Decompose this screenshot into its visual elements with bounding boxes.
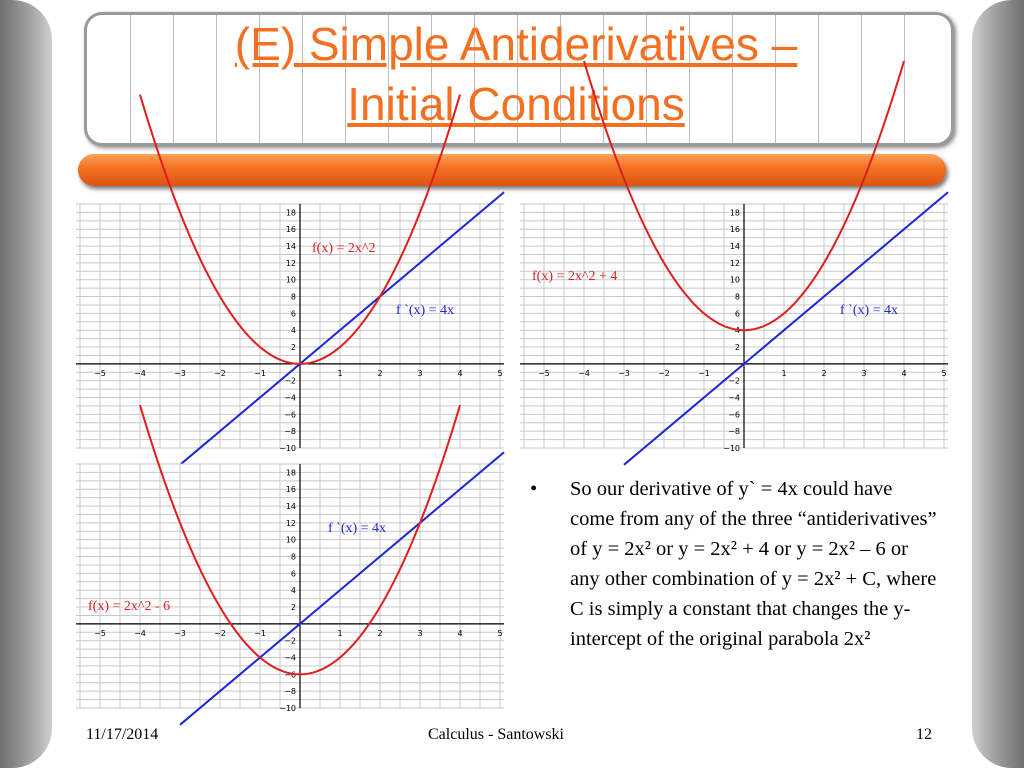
y-tick-label: 8 <box>734 292 740 302</box>
y-tick-label: −8 <box>284 687 296 697</box>
y-tick-label: −8 <box>284 427 296 437</box>
x-tick-label: 2 <box>821 368 827 378</box>
x-tick-label: 1 <box>337 368 343 378</box>
footer-page-number: 12 <box>916 726 932 743</box>
y-tick-label: 2 <box>734 343 740 353</box>
right-decorative-panel <box>972 0 1024 768</box>
line-label: f `(x) = 4x <box>840 303 899 318</box>
derivative-line <box>624 192 948 465</box>
bullet-text: So our derivative of y` = 4x could have come from any of the three “antiderivatives” of y = 2x² or y = 2x² + 4 or y = 2x² – 6 or any other combination of y = 2x² + C, where C is simply a constant that changes the y-intercept of the original parabola 2x² <box>570 478 937 650</box>
x-tick-label: −1 <box>254 628 266 638</box>
y-tick-label: 10 <box>729 275 740 285</box>
x-tick-label: 5 <box>941 368 947 378</box>
y-tick-label: 16 <box>285 485 296 495</box>
x-tick-label: 1 <box>781 368 787 378</box>
y-tick-label: 14 <box>285 242 296 252</box>
line-label: f `(x) = 4x <box>396 303 455 318</box>
x-tick-label: −5 <box>94 368 106 378</box>
x-tick-label: −1 <box>254 368 266 378</box>
y-tick-label: −2 <box>284 636 296 646</box>
y-tick-label: 18 <box>285 208 296 218</box>
derivative-line <box>180 192 504 465</box>
y-tick-label: 4 <box>734 326 740 336</box>
x-tick-label: −2 <box>658 368 670 378</box>
title-line-1: (E) Simple Antiderivatives – <box>234 18 798 70</box>
x-tick-label: 5 <box>497 368 503 378</box>
y-tick-label: −2 <box>728 376 740 386</box>
bullet-symbol: • <box>530 478 538 500</box>
footer-center: Calculus - Santowski <box>428 726 564 743</box>
y-tick-label: −4 <box>728 393 740 403</box>
line-label: f `(x) = 4x <box>328 521 387 536</box>
x-tick-label: −4 <box>134 368 146 378</box>
x-tick-label: 4 <box>901 368 907 378</box>
y-tick-label: 14 <box>729 242 740 252</box>
graph-top-left <box>76 204 504 453</box>
y-tick-label: −6 <box>284 410 296 420</box>
x-tick-label: −1 <box>698 368 710 378</box>
y-tick-label: 6 <box>290 309 296 319</box>
y-tick-label: 12 <box>285 258 296 268</box>
x-tick-label: 3 <box>417 628 423 638</box>
x-tick-label: 3 <box>417 368 423 378</box>
y-tick-label: 18 <box>729 208 740 218</box>
graph-bottom-left <box>76 464 504 713</box>
graph-top-right <box>520 204 948 453</box>
x-tick-label: −4 <box>134 628 146 638</box>
parabola-label: f(x) = 2x^2 + 4 <box>532 269 618 284</box>
parabola-label: f(x) = 2x^2 <box>312 241 376 256</box>
y-tick-label: −10 <box>723 444 740 453</box>
y-tick-label: 16 <box>729 225 740 235</box>
orange-divider-bar <box>78 154 946 186</box>
y-tick-label: 12 <box>729 258 740 268</box>
x-tick-label: −3 <box>174 368 186 378</box>
x-tick-label: −4 <box>578 368 590 378</box>
y-tick-label: 6 <box>734 309 740 319</box>
x-tick-label: −3 <box>174 628 186 638</box>
y-tick-label: 2 <box>290 343 296 353</box>
derivative-line <box>180 452 504 725</box>
graph-svg <box>76 204 504 453</box>
slide-title <box>84 14 948 134</box>
x-tick-label: 5 <box>497 628 503 638</box>
y-tick-label: −4 <box>284 653 296 663</box>
footer-date: 11/17/2014 <box>86 726 159 743</box>
x-tick-label: 3 <box>861 368 867 378</box>
y-tick-label: −8 <box>728 427 740 437</box>
y-tick-label: −10 <box>279 704 296 713</box>
y-tick-label: −4 <box>284 393 296 403</box>
y-tick-label: 4 <box>290 326 296 336</box>
y-tick-label: 10 <box>285 535 296 545</box>
x-tick-label: 4 <box>457 628 463 638</box>
x-tick-label: 4 <box>457 368 463 378</box>
x-tick-label: 2 <box>377 628 383 638</box>
y-tick-label: 4 <box>290 586 296 596</box>
graph-svg <box>76 464 504 713</box>
title-line-2: Initial Conditions <box>347 78 685 130</box>
y-tick-label: −10 <box>279 444 296 453</box>
parabola-label: f(x) = 2x^2 - 6 <box>88 599 171 614</box>
y-tick-label: 16 <box>285 225 296 235</box>
y-tick-label: −6 <box>284 670 296 680</box>
y-tick-label: 18 <box>285 468 296 478</box>
y-tick-label: −2 <box>284 376 296 386</box>
y-tick-label: 10 <box>285 275 296 285</box>
x-tick-label: −5 <box>94 628 106 638</box>
x-tick-label: −2 <box>214 368 226 378</box>
y-tick-label: 2 <box>290 603 296 613</box>
x-tick-label: −5 <box>538 368 550 378</box>
left-decorative-panel <box>0 0 52 768</box>
y-tick-label: 8 <box>290 292 296 302</box>
y-tick-label: 14 <box>285 502 296 512</box>
y-tick-label: 6 <box>290 569 296 579</box>
graph-svg <box>520 204 948 453</box>
y-tick-label: 12 <box>285 518 296 528</box>
x-tick-label: −2 <box>214 628 226 638</box>
x-tick-label: −3 <box>618 368 630 378</box>
y-tick-label: −6 <box>728 410 740 420</box>
x-tick-label: 2 <box>377 368 383 378</box>
x-tick-label: 1 <box>337 628 343 638</box>
y-tick-label: 8 <box>290 552 296 562</box>
